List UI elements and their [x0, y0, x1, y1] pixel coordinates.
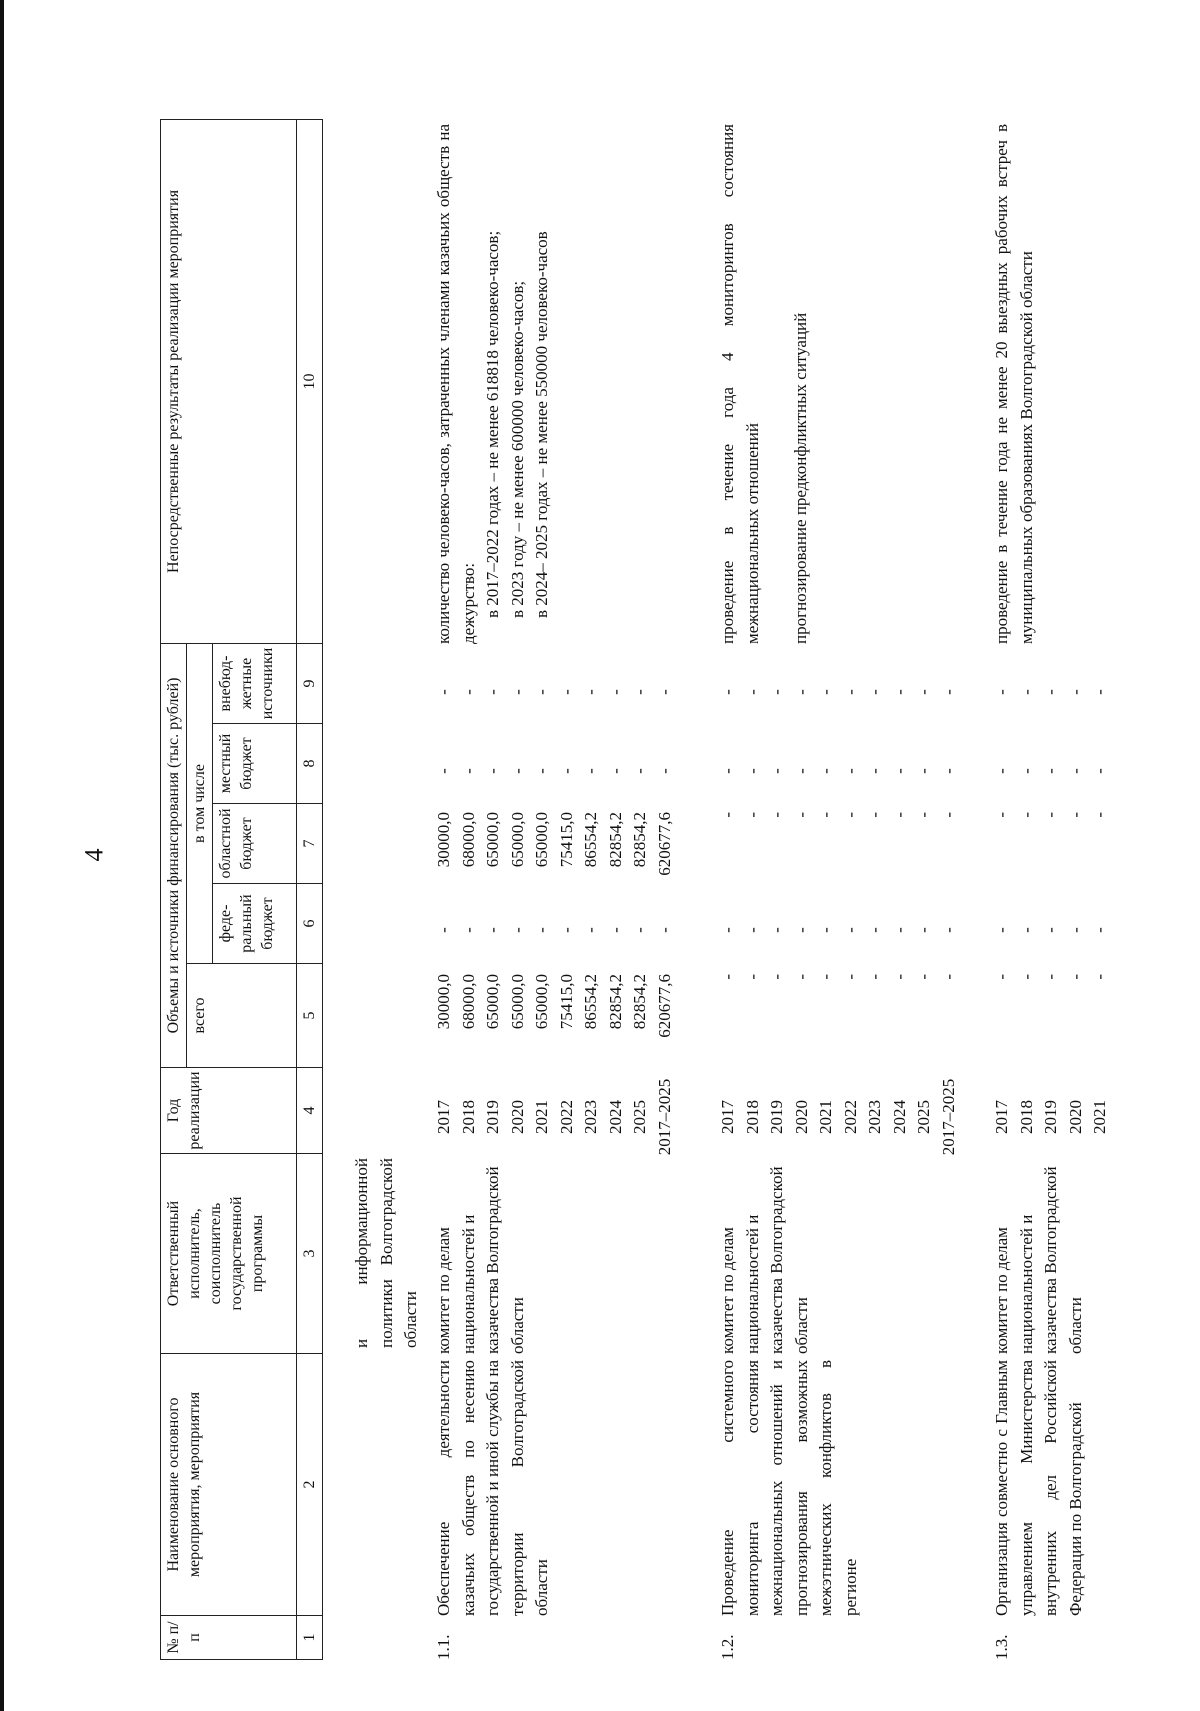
header-col-federal: феде-ральный бюджет [213, 884, 297, 964]
federal-value: - [816, 927, 835, 933]
local-value: - [458, 768, 478, 774]
local-column [716, 734, 961, 808]
total-value: - [1090, 974, 1109, 980]
header-number: 4 [297, 1068, 323, 1154]
federal-value: - [889, 927, 909, 933]
regional-value: 30000,0 [434, 812, 453, 868]
local-value: - [1065, 768, 1085, 774]
header-col-extra: внебюд-жетные источники [213, 643, 297, 723]
extra-column [990, 654, 1113, 730]
federal-value: - [434, 927, 453, 933]
row-result [432, 124, 555, 644]
total-value: 75415,0 [556, 974, 576, 1030]
year-value: 2021 [1090, 1100, 1109, 1134]
local-value: - [992, 768, 1011, 774]
year-value: 2021 [532, 1100, 551, 1134]
page-number: 4 [79, 848, 109, 862]
extra-value: - [992, 689, 1011, 695]
local-value: - [483, 768, 502, 774]
regional-value: 82854,2 [605, 812, 625, 868]
total-value: 30000,0 [434, 974, 453, 1030]
regional-value: - [816, 812, 835, 818]
federal-value: - [914, 927, 933, 933]
header-number: 7 [297, 804, 323, 884]
extra-value: - [483, 689, 502, 695]
total-value: - [1065, 974, 1085, 980]
total-value: 86554,2 [581, 974, 600, 1030]
total-column [990, 974, 1113, 1070]
extra-value: - [630, 689, 649, 695]
regional-column [716, 812, 961, 888]
regional-value: - [718, 812, 737, 818]
regional-value: 68000,0 [458, 812, 478, 868]
local-value: - [1090, 768, 1109, 774]
total-value: - [914, 974, 933, 980]
federal-value: - [1041, 927, 1060, 933]
extra-column [432, 654, 677, 730]
federal-value: - [992, 927, 1011, 933]
total-value: - [938, 974, 958, 980]
extra-value: - [767, 689, 786, 695]
row-name: Проведение системного мониторинга состояния межнациональных отношений и прогнозирования возможных межэтнических конфликтов в регионе [718, 1360, 860, 1616]
year-value: 2017–2025 [938, 1078, 958, 1156]
federal-column [432, 894, 677, 966]
header-col-name: Наименование основного мероприятия, мероприятия [161, 1354, 297, 1616]
total-value: - [889, 974, 909, 980]
regional-column [432, 812, 677, 888]
year-value: 2022 [556, 1100, 576, 1134]
row-name: Организация совместно с Главным управлением Министерства внутренних дел Российской Федерации по Волгоградской [992, 1360, 1085, 1616]
regional-value: - [742, 812, 762, 818]
header-number: 8 [297, 724, 323, 804]
federal-value: - [718, 927, 737, 933]
local-value: - [556, 768, 576, 774]
header-number: 2 [297, 1354, 323, 1616]
year-value: 2019 [1041, 1100, 1060, 1134]
year-value: 2018 [458, 1100, 478, 1134]
result-paragraph: проведение в течение года не менее 20 выездных рабочих встреч в муниципальных образованиях Волгоградской области [992, 124, 1036, 644]
total-value: 65000,0 [507, 974, 527, 1030]
extra-value: - [1016, 689, 1036, 695]
regional-value: - [1016, 812, 1036, 818]
extra-value: - [742, 689, 762, 695]
total-column [716, 974, 961, 1070]
header-in-that-number: в том числе [187, 643, 213, 963]
local-value: - [434, 768, 453, 774]
regional-value: 65000,0 [507, 812, 527, 868]
result-paragraph: в 2017–2022 годах – не менее 618818 человеко-часов; [483, 230, 502, 618]
local-value: - [507, 768, 527, 774]
federal-value: - [840, 927, 860, 933]
total-value: 65000,0 [483, 974, 502, 1030]
extra-value: - [865, 689, 884, 695]
total-value: - [767, 974, 786, 980]
year-value: 2021 [816, 1100, 835, 1134]
year-value: 2020 [507, 1100, 527, 1134]
local-value: - [914, 768, 933, 774]
extra-value: - [458, 689, 478, 695]
header-number: 9 [297, 643, 323, 723]
federal-column [990, 894, 1113, 966]
regional-value: - [992, 812, 1011, 818]
year-value: 2024 [605, 1100, 625, 1134]
year-value: 2023 [865, 1100, 884, 1134]
extra-value: - [507, 689, 527, 695]
row-number: 1.1. [434, 1634, 453, 1660]
total-value: 65000,0 [532, 974, 551, 1030]
total-value: - [816, 974, 835, 980]
result-paragraph: в 2023 году – не менее 600000 человеко-часов; [507, 280, 527, 618]
row-result [990, 124, 1039, 644]
total-value: - [840, 974, 860, 980]
regional-value: 86554,2 [581, 812, 600, 868]
regional-value: 620677,6 [654, 812, 674, 876]
federal-value: - [742, 927, 762, 933]
year-value: 2018 [1016, 1100, 1036, 1134]
scan-edge [0, 0, 4, 1711]
header-col-regional: областной бюджет [213, 804, 297, 884]
federal-value: - [556, 927, 576, 933]
total-value: - [1041, 974, 1060, 980]
federal-value: - [1016, 927, 1036, 933]
header-funding-group: Объемы и источники финансирования (тыс. рублей) [161, 643, 187, 1067]
header-col-executor: Ответственный исполнитель, соисполнитель государственной программы [161, 1154, 297, 1354]
header-col-local: местный бюджет [213, 724, 297, 804]
extra-value: - [1065, 689, 1085, 695]
regional-column [990, 812, 1113, 888]
total-value: 620677,6 [654, 974, 674, 1038]
year-value: 2025 [630, 1100, 649, 1134]
regional-value: 75415,0 [556, 812, 576, 868]
local-value: - [532, 768, 551, 774]
header-col-result: Непосредственные результаты реализации мероприятия [161, 119, 297, 643]
local-value: - [742, 768, 762, 774]
local-value: - [1041, 768, 1060, 774]
total-value: - [791, 974, 811, 980]
federal-value: - [532, 927, 551, 933]
local-value: - [581, 768, 600, 774]
total-value: - [865, 974, 884, 980]
extra-value: - [791, 689, 811, 695]
local-value: - [889, 768, 909, 774]
regional-value: 82854,2 [630, 812, 649, 868]
row-executor: комитет по делам национальностей и казачества Волгоградской области [434, 1166, 527, 1354]
regional-value: - [914, 812, 933, 818]
regional-value: - [791, 812, 811, 818]
extra-value: - [581, 689, 600, 695]
federal-value: - [458, 927, 478, 933]
row-number: 1.2. [718, 1634, 737, 1660]
year-value: 2025 [914, 1100, 933, 1134]
federal-value: - [483, 927, 502, 933]
federal-value: - [865, 927, 884, 933]
regional-value: 65000,0 [532, 812, 551, 868]
row-name: Обеспечение деятельности казачьих обществ по несению государственной и иной службы на территории Волгоградской области [434, 1360, 551, 1616]
year-value: 2020 [791, 1100, 811, 1134]
extra-value: - [1090, 689, 1109, 695]
year-value: 2017 [434, 1100, 453, 1134]
extra-value: - [938, 689, 958, 695]
federal-value: - [581, 927, 600, 933]
local-value: - [816, 768, 835, 774]
year-value: 2017 [718, 1100, 737, 1134]
local-value: - [791, 768, 811, 774]
regional-value: - [1090, 812, 1109, 818]
years-column [716, 1076, 961, 1158]
local-column [432, 734, 677, 808]
row-number: 1.3. [992, 1634, 1011, 1660]
local-value: - [865, 768, 884, 774]
regional-value: - [1065, 812, 1085, 818]
year-value: 2017–2025 [654, 1078, 674, 1156]
federal-value: - [1065, 927, 1085, 933]
header-number: 5 [297, 964, 323, 1068]
regional-value: 65000,0 [483, 812, 502, 868]
federal-column [716, 894, 961, 966]
rotated-table-content [160, 60, 1150, 1660]
federal-value: - [791, 927, 811, 933]
total-value: - [1016, 974, 1036, 980]
local-value: - [1016, 768, 1036, 774]
year-value: 2019 [483, 1100, 502, 1134]
header-number: 3 [297, 1154, 323, 1354]
total-column [432, 974, 677, 1070]
regional-value: - [767, 812, 786, 818]
local-value: - [938, 768, 958, 774]
header-number: 6 [297, 884, 323, 964]
continuation-executor: и информационной политики Волгоградской области [352, 1158, 420, 1348]
total-value: - [718, 974, 737, 980]
year-value: 2019 [767, 1100, 786, 1134]
extra-value: - [532, 689, 551, 695]
year-value: 2018 [742, 1100, 762, 1134]
federal-value: - [938, 927, 958, 933]
result-paragraph: проведение в течение года 4 мониторингов состояния межнациональных отношений [718, 124, 762, 644]
header-col-total: всего [187, 964, 297, 1068]
header-number: 10 [297, 119, 323, 643]
total-value: - [742, 974, 762, 980]
extra-value: - [914, 689, 933, 695]
local-value: - [840, 768, 860, 774]
extra-value: - [718, 689, 737, 695]
year-value: 2022 [840, 1100, 860, 1134]
row-result [716, 124, 814, 644]
local-value: - [767, 768, 786, 774]
regional-value: - [1041, 812, 1060, 818]
extra-column [716, 654, 961, 730]
header-col-year: Год реализации [161, 1068, 297, 1154]
table-header [160, 119, 323, 1660]
local-value: - [630, 768, 649, 774]
federal-value: - [654, 927, 674, 933]
extra-value: - [840, 689, 860, 695]
extra-value: - [605, 689, 625, 695]
result-paragraph: прогнозирование предконфликтных ситуаций [791, 312, 810, 644]
federal-value: - [767, 927, 786, 933]
extra-value: - [816, 689, 835, 695]
year-value: 2017 [992, 1100, 1011, 1134]
federal-value: - [1090, 927, 1109, 933]
header-number: 1 [297, 1616, 323, 1660]
total-value: 68000,0 [458, 974, 478, 1030]
local-value: - [605, 768, 625, 774]
result-paragraph: в 2024– 2025 годах – не менее 550000 человеко-часов [532, 231, 551, 618]
year-value: 2020 [1065, 1100, 1085, 1134]
local-column [990, 734, 1113, 808]
regional-value: - [840, 812, 860, 818]
years-column [432, 1076, 677, 1158]
regional-value: - [865, 812, 884, 818]
total-value: 82854,2 [630, 974, 649, 1030]
extra-value: - [1041, 689, 1060, 695]
years-column [990, 1076, 1113, 1158]
local-value: - [718, 768, 737, 774]
row-executor: комитет по делам национальностей и казачества Волгоградской области [992, 1166, 1085, 1354]
total-value: 82854,2 [605, 974, 625, 1030]
year-value: 2023 [581, 1100, 600, 1134]
federal-value: - [630, 927, 649, 933]
extra-value: - [434, 689, 453, 695]
extra-value: - [654, 689, 674, 695]
extra-value: - [556, 689, 576, 695]
regional-value: - [889, 812, 909, 818]
regional-value: - [938, 812, 958, 818]
extra-value: - [889, 689, 909, 695]
row-executor: комитет по делам национальностей и казачества Волгоградской области [718, 1166, 811, 1354]
federal-value: - [605, 927, 625, 933]
header-col-num: № п/п [161, 1616, 297, 1660]
total-value: - [992, 974, 1011, 980]
result-paragraph: количество человеко-часов, затраченных членами казачьих обществ на дежурство: [434, 124, 478, 644]
local-value: - [654, 768, 674, 774]
federal-value: - [507, 927, 527, 933]
year-value: 2024 [889, 1100, 909, 1134]
